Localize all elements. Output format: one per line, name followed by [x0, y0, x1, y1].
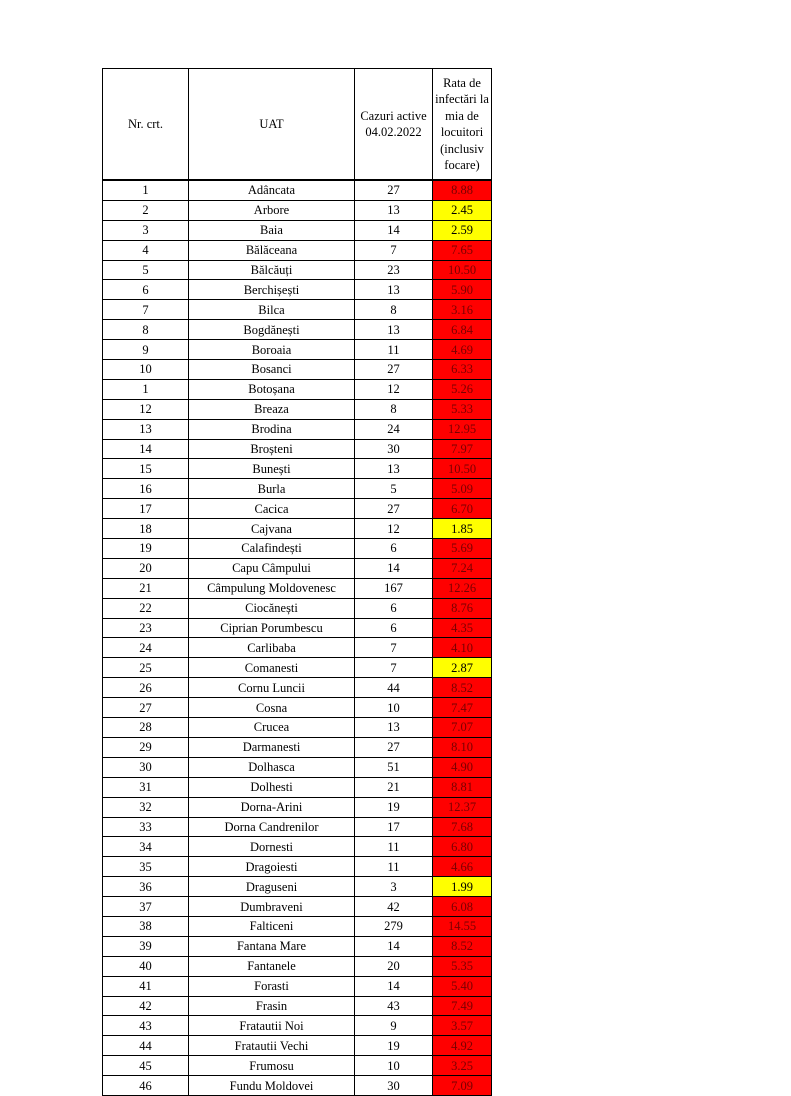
- table-row: [103, 837, 492, 857]
- cell-nr: 2: [103, 200, 189, 220]
- cell-nr: 5: [103, 260, 189, 280]
- table-header: [103, 69, 492, 181]
- cell-rate: 4.66: [433, 857, 492, 877]
- cell-rate: 6.33: [433, 360, 492, 380]
- cell-rate: 10.50: [433, 260, 492, 280]
- cell-uat: Adâncata: [189, 180, 355, 200]
- cell-nr: 32: [103, 797, 189, 817]
- cell-nr: 45: [103, 1056, 189, 1076]
- cell-cases: 14: [355, 220, 433, 240]
- cell-cases: 10: [355, 698, 433, 718]
- header-rate: Rata de infectări la mia de locuitori (inclusiv focare): [433, 69, 492, 181]
- cell-rate: 8.52: [433, 936, 492, 956]
- cell-nr: 39: [103, 936, 189, 956]
- cell-rate: 3.16: [433, 300, 492, 320]
- table-row: [103, 1076, 492, 1096]
- header-uat: UAT: [189, 69, 355, 181]
- cell-nr: 42: [103, 996, 189, 1016]
- table-row: [103, 678, 492, 698]
- cell-cases: 5: [355, 479, 433, 499]
- cell-rate: 3.25: [433, 1056, 492, 1076]
- cell-uat: Berchișești: [189, 280, 355, 300]
- table-row: [103, 320, 492, 340]
- table-row: [103, 757, 492, 777]
- cell-cases: 6: [355, 618, 433, 638]
- table-body: [103, 180, 492, 1095]
- cell-nr: 18: [103, 519, 189, 539]
- cell-rate: 2.45: [433, 200, 492, 220]
- cell-nr: 23: [103, 618, 189, 638]
- cell-cases: 14: [355, 936, 433, 956]
- cell-rate: 8.76: [433, 598, 492, 618]
- table-row: [103, 777, 492, 797]
- table-row: [103, 399, 492, 419]
- cell-rate: 2.59: [433, 220, 492, 240]
- cell-cases: 43: [355, 996, 433, 1016]
- cell-cases: 9: [355, 1016, 433, 1036]
- cell-uat: Comanesti: [189, 658, 355, 678]
- cell-rate: 4.69: [433, 340, 492, 360]
- table-row: [103, 916, 492, 936]
- cell-nr: 16: [103, 479, 189, 499]
- cell-nr: 3: [103, 220, 189, 240]
- cell-nr: 10: [103, 360, 189, 380]
- table-row: [103, 737, 492, 757]
- cell-uat: Fantanele: [189, 956, 355, 976]
- cell-rate: 7.24: [433, 558, 492, 578]
- cell-nr: 1: [103, 180, 189, 200]
- cell-cases: 14: [355, 558, 433, 578]
- table-row: [103, 1016, 492, 1036]
- cell-nr: 31: [103, 777, 189, 797]
- cell-nr: 38: [103, 916, 189, 936]
- table-row: [103, 220, 492, 240]
- table-row: [103, 539, 492, 559]
- header-row: [103, 69, 492, 181]
- cell-nr: 25: [103, 658, 189, 678]
- cell-cases: 19: [355, 797, 433, 817]
- cell-rate: 5.69: [433, 539, 492, 559]
- document-page: [102, 68, 492, 1096]
- cell-nr: 14: [103, 439, 189, 459]
- table-row: [103, 658, 492, 678]
- cell-rate: 5.33: [433, 399, 492, 419]
- cell-uat: Burla: [189, 479, 355, 499]
- cell-nr: 29: [103, 737, 189, 757]
- cell-rate: 5.26: [433, 379, 492, 399]
- table-row: [103, 479, 492, 499]
- cell-nr: 6: [103, 280, 189, 300]
- cell-nr: 24: [103, 638, 189, 658]
- cell-uat: Dragoiesti: [189, 857, 355, 877]
- cell-uat: Breaza: [189, 399, 355, 419]
- cell-cases: 27: [355, 499, 433, 519]
- cell-nr: 15: [103, 459, 189, 479]
- cell-uat: Darmanesti: [189, 737, 355, 757]
- cell-nr: 13: [103, 419, 189, 439]
- cell-uat: Boroaia: [189, 340, 355, 360]
- cell-nr: 8: [103, 320, 189, 340]
- cell-rate: 7.09: [433, 1076, 492, 1096]
- cell-uat: Cajvana: [189, 519, 355, 539]
- cell-nr: 40: [103, 956, 189, 976]
- cell-nr: 21: [103, 578, 189, 598]
- cell-rate: 3.57: [433, 1016, 492, 1036]
- cell-cases: 13: [355, 200, 433, 220]
- cell-rate: 4.35: [433, 618, 492, 638]
- cell-uat: Fantana Mare: [189, 936, 355, 956]
- cell-cases: 13: [355, 459, 433, 479]
- cell-rate: 6.80: [433, 837, 492, 857]
- cell-cases: 30: [355, 439, 433, 459]
- cell-cases: 30: [355, 1076, 433, 1096]
- cell-rate: 10.50: [433, 459, 492, 479]
- cell-rate: 7.65: [433, 240, 492, 260]
- cell-rate: 7.97: [433, 439, 492, 459]
- cell-uat: Bilca: [189, 300, 355, 320]
- cell-uat: Frasin: [189, 996, 355, 1016]
- cell-uat: Bogdănești: [189, 320, 355, 340]
- cell-cases: 13: [355, 280, 433, 300]
- table-row: [103, 280, 492, 300]
- cell-nr: 19: [103, 539, 189, 559]
- cell-cases: 8: [355, 399, 433, 419]
- cell-uat: Dornesti: [189, 837, 355, 857]
- table-row: [103, 578, 492, 598]
- cell-uat: Câmpulung Moldovenesc: [189, 578, 355, 598]
- cell-cases: 11: [355, 857, 433, 877]
- cell-nr: 46: [103, 1076, 189, 1096]
- cell-cases: 13: [355, 718, 433, 738]
- cell-uat: Ciocănești: [189, 598, 355, 618]
- table-row: [103, 897, 492, 917]
- cell-uat: Frumosu: [189, 1056, 355, 1076]
- cell-rate: 12.37: [433, 797, 492, 817]
- cell-uat: Dolhasca: [189, 757, 355, 777]
- cell-nr: 12: [103, 399, 189, 419]
- cell-cases: 10: [355, 1056, 433, 1076]
- cell-rate: 5.40: [433, 976, 492, 996]
- cell-uat: Capu Câmpului: [189, 558, 355, 578]
- cell-uat: Dumbraveni: [189, 897, 355, 917]
- cell-rate: 7.49: [433, 996, 492, 1016]
- cell-uat: Fundu Moldovei: [189, 1076, 355, 1096]
- cell-nr: 28: [103, 718, 189, 738]
- table-row: [103, 1056, 492, 1076]
- cell-nr: 43: [103, 1016, 189, 1036]
- header-nr: Nr. crt.: [103, 69, 189, 181]
- table-row: [103, 877, 492, 897]
- table-row: [103, 180, 492, 200]
- cell-rate: 8.52: [433, 678, 492, 698]
- cell-rate: 2.87: [433, 658, 492, 678]
- table-row: [103, 459, 492, 479]
- cell-nr: 7: [103, 300, 189, 320]
- cell-rate: 5.90: [433, 280, 492, 300]
- cell-nr: 26: [103, 678, 189, 698]
- cell-rate: 8.88: [433, 180, 492, 200]
- table-row: [103, 439, 492, 459]
- cell-cases: 6: [355, 539, 433, 559]
- cell-cases: 8: [355, 300, 433, 320]
- cell-cases: 12: [355, 519, 433, 539]
- table-row: [103, 817, 492, 837]
- cell-cases: 27: [355, 737, 433, 757]
- table-row: [103, 976, 492, 996]
- cell-uat: Calafindești: [189, 539, 355, 559]
- cell-cases: 12: [355, 379, 433, 399]
- cell-uat: Crucea: [189, 718, 355, 738]
- cell-nr: 22: [103, 598, 189, 618]
- cell-cases: 11: [355, 837, 433, 857]
- cell-nr: 33: [103, 817, 189, 837]
- cell-cases: 42: [355, 897, 433, 917]
- cell-rate: 12.95: [433, 419, 492, 439]
- cell-rate: 6.70: [433, 499, 492, 519]
- cell-cases: 279: [355, 916, 433, 936]
- cell-rate: 14.55: [433, 916, 492, 936]
- cell-rate: 7.07: [433, 718, 492, 738]
- cell-uat: Brodina: [189, 419, 355, 439]
- cell-rate: 7.47: [433, 698, 492, 718]
- table-row: [103, 558, 492, 578]
- cell-uat: Falticeni: [189, 916, 355, 936]
- table-row: [103, 499, 492, 519]
- cell-uat: Arbore: [189, 200, 355, 220]
- cell-uat: Baia: [189, 220, 355, 240]
- table-row: [103, 638, 492, 658]
- cell-rate: 5.09: [433, 479, 492, 499]
- table-row: [103, 857, 492, 877]
- cell-uat: Ciprian Porumbescu: [189, 618, 355, 638]
- table-row: [103, 200, 492, 220]
- cell-uat: Botoșana: [189, 379, 355, 399]
- cell-nr: 4: [103, 240, 189, 260]
- table-row: [103, 260, 492, 280]
- cell-uat: Forasti: [189, 976, 355, 996]
- header-cases: Cazuri active 04.02.2022: [355, 69, 433, 181]
- cell-nr: 20: [103, 558, 189, 578]
- table-row: [103, 996, 492, 1016]
- table-row: [103, 598, 492, 618]
- cell-nr: 17: [103, 499, 189, 519]
- cell-nr: 9: [103, 340, 189, 360]
- cell-nr: 1: [103, 379, 189, 399]
- cell-uat: Bosanci: [189, 360, 355, 380]
- cell-uat: Bălăceana: [189, 240, 355, 260]
- cell-cases: 7: [355, 658, 433, 678]
- cell-rate: 8.81: [433, 777, 492, 797]
- table-row: [103, 618, 492, 638]
- cell-uat: Carlibaba: [189, 638, 355, 658]
- cell-nr: 44: [103, 1036, 189, 1056]
- cell-rate: 1.85: [433, 519, 492, 539]
- table-row: [103, 240, 492, 260]
- cell-cases: 17: [355, 817, 433, 837]
- cell-uat: Dolhesti: [189, 777, 355, 797]
- cell-uat: Bălcăuți: [189, 260, 355, 280]
- cell-nr: 27: [103, 698, 189, 718]
- table-row: [103, 340, 492, 360]
- cell-uat: Cacica: [189, 499, 355, 519]
- cell-rate: 6.84: [433, 320, 492, 340]
- cell-nr: 30: [103, 757, 189, 777]
- table-row: [103, 956, 492, 976]
- cell-uat: Cornu Luncii: [189, 678, 355, 698]
- cell-cases: 44: [355, 678, 433, 698]
- cell-cases: 51: [355, 757, 433, 777]
- cell-uat: Fratautii Vechi: [189, 1036, 355, 1056]
- table-row: [103, 797, 492, 817]
- table-row: [103, 519, 492, 539]
- cell-cases: 7: [355, 240, 433, 260]
- cell-cases: 24: [355, 419, 433, 439]
- table-row: [103, 936, 492, 956]
- cell-uat: Draguseni: [189, 877, 355, 897]
- cell-cases: 27: [355, 360, 433, 380]
- table-row: [103, 1036, 492, 1056]
- cell-nr: 35: [103, 857, 189, 877]
- cell-rate: 8.10: [433, 737, 492, 757]
- cell-cases: 11: [355, 340, 433, 360]
- cell-nr: 41: [103, 976, 189, 996]
- cell-rate: 12.26: [433, 578, 492, 598]
- cell-nr: 34: [103, 837, 189, 857]
- cell-uat: Broșteni: [189, 439, 355, 459]
- cell-cases: 6: [355, 598, 433, 618]
- cell-uat: Dorna-Arini: [189, 797, 355, 817]
- cell-cases: 19: [355, 1036, 433, 1056]
- cell-cases: 23: [355, 260, 433, 280]
- cell-rate: 1.99: [433, 877, 492, 897]
- cell-cases: 167: [355, 578, 433, 598]
- cell-uat: Fratautii Noi: [189, 1016, 355, 1036]
- table-row: [103, 698, 492, 718]
- cell-cases: 20: [355, 956, 433, 976]
- cell-uat: Dorna Candrenilor: [189, 817, 355, 837]
- cell-rate: 4.90: [433, 757, 492, 777]
- cell-cases: 21: [355, 777, 433, 797]
- cell-rate: 4.92: [433, 1036, 492, 1056]
- cell-cases: 13: [355, 320, 433, 340]
- cell-rate: 5.35: [433, 956, 492, 976]
- cell-cases: 7: [355, 638, 433, 658]
- table-row: [103, 419, 492, 439]
- cell-rate: 7.68: [433, 817, 492, 837]
- cell-uat: Cosna: [189, 698, 355, 718]
- table-row: [103, 379, 492, 399]
- cell-rate: 4.10: [433, 638, 492, 658]
- cell-cases: 14: [355, 976, 433, 996]
- cell-cases: 3: [355, 877, 433, 897]
- cell-nr: 36: [103, 877, 189, 897]
- cell-uat: Bunești: [189, 459, 355, 479]
- cell-nr: 37: [103, 897, 189, 917]
- table-row: [103, 300, 492, 320]
- table-row: [103, 360, 492, 380]
- infection-rate-table: [102, 68, 492, 1096]
- cell-cases: 27: [355, 180, 433, 200]
- table-row: [103, 718, 492, 738]
- cell-rate: 6.08: [433, 897, 492, 917]
